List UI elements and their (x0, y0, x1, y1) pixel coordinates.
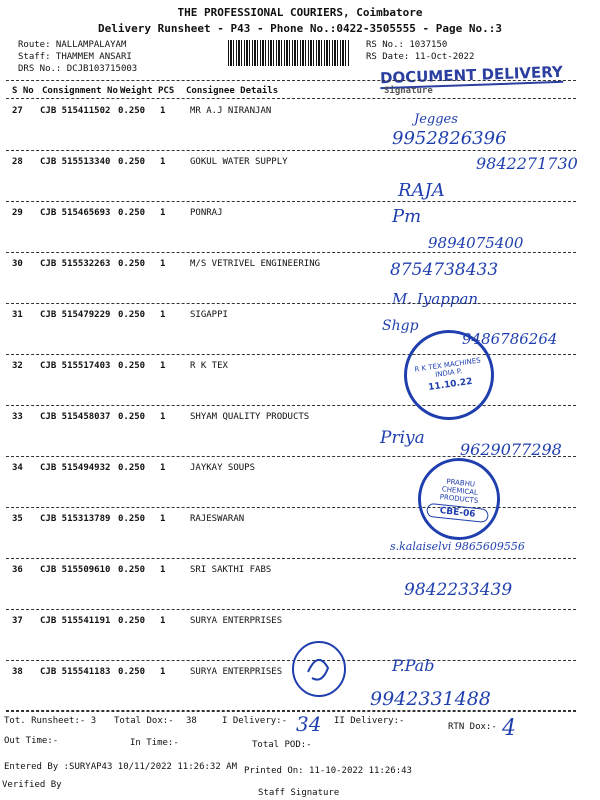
row-pcs: 1 (160, 565, 166, 575)
row-divider (6, 558, 576, 559)
row-consignee-name: JAYKAY SOUPS (190, 463, 256, 473)
header-rule-top (6, 80, 576, 81)
col-pcs: PCS (158, 86, 175, 96)
row-sno: 27 (12, 106, 23, 116)
row-divider (6, 609, 576, 610)
col-signature: Signature (384, 86, 433, 96)
row-handwritten-note: 9842271730 (476, 154, 578, 173)
row-sno: 35 (12, 514, 23, 524)
row-pcs: 1 (160, 208, 166, 218)
row-handwritten-note: Pm (392, 206, 422, 227)
row-consignment-no: CJB 515541191 (40, 616, 111, 626)
row-sno: 30 (12, 259, 23, 269)
row-consignee-name: SRI SAKTHI FABS (190, 565, 272, 575)
row-sno: 33 (12, 412, 23, 422)
row-handwritten-phone: M. Iyappan (392, 290, 479, 308)
row-sno: 37 (12, 616, 23, 626)
row-weight: 0.250 (118, 565, 146, 575)
barcode (228, 40, 350, 66)
row-weight: 0.250 (118, 616, 146, 626)
row-consignment-no: CJB 515532263 (40, 259, 111, 269)
row-consignee-name: SHYAM QUALITY PRODUCTS (190, 412, 310, 422)
row-consignee-name: SURYA ENTERPRISES (190, 616, 283, 626)
row-sno: 28 (12, 157, 23, 167)
row-divider (6, 405, 576, 406)
row-handwritten-note: s.kalaiselvi 9865609556 (390, 540, 525, 553)
row-handwritten-note: 8754738433 (390, 260, 499, 280)
in-time-label: In Time:- (130, 738, 179, 748)
row-pcs: 1 (160, 514, 166, 524)
row-pcs: 1 (160, 157, 166, 167)
rs-number: RS No.: 1037150 (366, 40, 448, 50)
row-consignee-name: MR A.J NIRANJAN (190, 106, 272, 116)
row-sno: 38 (12, 667, 23, 677)
i-delivery-label: I Delivery:- (222, 716, 288, 726)
row-weight: 0.250 (118, 514, 146, 524)
row-weight: 0.250 (118, 106, 146, 116)
row-pcs: 1 (160, 463, 166, 473)
row-pcs: 1 (160, 310, 166, 320)
company-title: THE PROFESSIONAL COURIERS, Coimbatore (177, 6, 423, 19)
row-consignment-no: CJB 515513340 (40, 157, 111, 167)
printed-on: Printed On: 11-10-2022 11:26:43 (244, 766, 412, 776)
row-pcs: 1 (160, 616, 166, 626)
row-consignment-no: CJB 515313789 (40, 514, 111, 524)
rk-tex-stamp-text: R K TEX MACHINES INDIA P. (413, 356, 482, 379)
row-pcs: 1 (160, 259, 166, 269)
row-divider (6, 303, 576, 304)
rtn-dox-hand: 4 (502, 716, 516, 741)
out-time-label: Out Time:- (4, 736, 59, 746)
row-handwritten-phone: 9942331488 (370, 688, 491, 710)
row-sno: 34 (12, 463, 23, 473)
row-sno: 29 (12, 208, 23, 218)
tot-runsheet: Tot. Runsheet:- 3 (4, 716, 97, 726)
row-handwritten-phone: 9486786264 (462, 330, 558, 348)
prabhu-stamp-text: PRABHU CHEMICAL PRODUCTS (439, 477, 479, 505)
row-consignee-name: SIGAPPI (190, 310, 228, 320)
row-sno: 32 (12, 361, 23, 371)
row-handwritten-note: Shgp (382, 318, 419, 334)
row-weight: 0.250 (118, 157, 146, 167)
row-consignment-no: CJB 515458037 (40, 412, 111, 422)
row-sno: 36 (12, 565, 23, 575)
row-consignment-no: CJB 515411502 (40, 106, 111, 116)
footer-rule (6, 710, 576, 711)
row-handwritten-note: Jegges (414, 112, 458, 127)
row-handwritten-phone: 9842233439 (404, 580, 513, 600)
entered-by: Entered By :SURYAP43 10/11/2022 11:26:32 AM (4, 762, 237, 772)
row-divider (6, 354, 576, 355)
row-handwritten-phone: RAJA (398, 180, 445, 201)
verified-by-label: Verified By (2, 780, 62, 790)
row-consignee-name: M/S VETRIVEL ENGINEERING (190, 259, 321, 269)
header-rule-bottom (6, 98, 576, 99)
rtn-dox-label: RTN Dox:- (448, 722, 497, 732)
row-consignee-name: R K TEX (190, 361, 228, 371)
row-pcs: 1 (160, 361, 166, 371)
prabhu-stamp-code: CBE-06 (426, 502, 489, 522)
row-weight: 0.250 (118, 361, 146, 371)
runsheet-subtitle: Delivery Runsheet - P43 - Phone No.:0422-3505555 - Page No.:3 (98, 22, 502, 35)
row-consignee-name: PONRAJ (190, 208, 223, 218)
row-pcs: 1 (160, 412, 166, 422)
col-sno: S No (12, 86, 34, 96)
row-handwritten-phone: 9894075400 (428, 234, 524, 252)
total-dox-value: 38 (186, 716, 197, 726)
i-delivery-hand: 34 (296, 712, 322, 736)
staff-signature-label: Staff Signature (258, 788, 340, 798)
row-consignment-no: CJB 515465693 (40, 208, 111, 218)
row-consignment-no: CJB 515541183 (40, 667, 111, 677)
row-weight: 0.250 (118, 463, 146, 473)
prabhu-chemical-stamp (414, 454, 504, 544)
route-label: Route: NALLAMPALAYAM (18, 40, 127, 50)
row-consignment-no: CJB 515517403 (40, 361, 111, 371)
row-handwritten-phone: 9629077298 (460, 440, 562, 459)
col-consignment: Consignment No (42, 86, 118, 96)
row-weight: 0.250 (118, 667, 146, 677)
rs-date: RS Date: 11-Oct-2022 (366, 52, 475, 62)
row-sno: 31 (12, 310, 23, 320)
row-divider (6, 456, 576, 457)
row-handwritten-note: P.Pab (392, 656, 435, 675)
row-weight: 0.250 (118, 208, 146, 218)
col-consignee: Consignee Details (186, 86, 279, 96)
row-consignment-no: CJB 515494932 (40, 463, 111, 473)
row-consignee-name: RAJESWARAN (190, 514, 245, 524)
row-handwritten-note: Priya (380, 428, 425, 448)
staff-label: Staff: THAMMEM ANSARI (18, 52, 132, 62)
col-weight: Weight (120, 86, 153, 96)
row-pcs: 1 (160, 106, 166, 116)
row-divider (6, 711, 576, 712)
total-pod-label: Total POD:- (252, 740, 312, 750)
row-weight: 0.250 (118, 412, 146, 422)
row-divider (6, 150, 576, 151)
row-pcs: 1 (160, 667, 166, 677)
row-divider (6, 201, 576, 202)
total-dox-label: Total Dox:- (114, 716, 174, 726)
document-delivery-stamp: DOCUMENT DELIVERY (379, 62, 564, 88)
scribble-signature-icon (288, 638, 350, 700)
row-consignment-no: CJB 515509610 (40, 565, 111, 575)
row-consignee-name: SURYA ENTERPRISES (190, 667, 283, 677)
row-consignee-name: GOKUL WATER SUPPLY (190, 157, 288, 167)
rk-tex-stamp-date: 11.10.22 (427, 376, 474, 393)
ii-delivery-label: II Delivery:- (334, 716, 405, 726)
row-handwritten-phone: 9952826396 (392, 128, 507, 149)
row-consignment-no: CJB 515479229 (40, 310, 111, 320)
drs-label: DRS No.: DCJB103715003 (18, 64, 138, 74)
row-divider (6, 252, 576, 253)
row-weight: 0.250 (118, 310, 146, 320)
row-weight: 0.250 (118, 259, 146, 269)
